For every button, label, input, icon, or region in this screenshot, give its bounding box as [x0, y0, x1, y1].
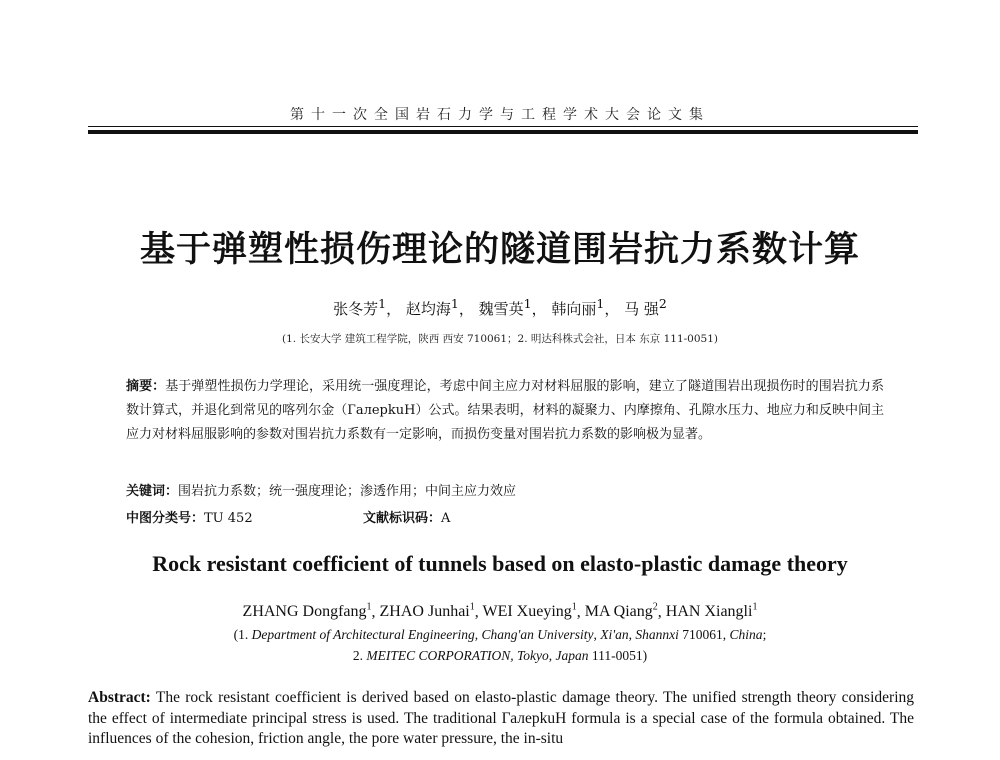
clc-value: TU 452: [204, 511, 253, 526]
affiliation-mark: 1: [523, 296, 532, 311]
english-title: Rock resistant coefficient of tunnels based on elasto-plastic damage theory: [152, 551, 848, 576]
english-author: WEI Xueying$^1$: [482, 602, 577, 621]
chinese-keywords: [126, 480, 884, 499]
chinese-author: 赵均海$^1$: [405, 296, 459, 318]
affiliation-mark: 2: [658, 296, 667, 311]
chinese-abstract-label: 摘要：: [126, 379, 166, 394]
doc-code-value: A: [441, 511, 451, 526]
doc-code-label: 文献标识码：: [363, 511, 442, 526]
chinese-title: 基于弹塑性损伤理论的隧道围岩抗力系数计算: [139, 230, 860, 270]
keywords-text: 围岩抗力系数；统一强度理论；渗透作用；中间主应力效应: [178, 484, 517, 499]
affiliation-mark: 1: [752, 602, 758, 613]
classification-line: [126, 507, 884, 526]
english-affiliation-line-2: 2. MEITEC CORPORATION, Tokyo, Japan 111-0051): [352, 648, 648, 663]
header-rule-thick: [88, 130, 918, 134]
chinese-author: 马 强$^2$: [624, 296, 667, 318]
chinese-author: 魏雪英$^1$: [478, 296, 532, 318]
affiliation-mark: 1: [571, 602, 577, 613]
document-code: [363, 507, 450, 526]
english-abstract-label: Abstract:: [88, 689, 151, 706]
affiliation-mark: 1: [378, 296, 387, 311]
chinese-affiliation: (1. 长安大学 建筑工程学院，陕西 西安 710061；2. 明达科株式会社，日本 东京 111-0051): [282, 333, 718, 345]
english-abstract: [88, 688, 914, 750]
english-author-list: ZHANG Dongfang$^1$, ZHAO Junhai$^1$, WEI Xueying$^1$, MA Qiang$^2$, HAN Xiangli$^1$: [242, 602, 758, 621]
english-author: MA Qiang$^2$: [584, 602, 658, 621]
affiliation-mark: 1: [469, 602, 475, 613]
chinese-abstract: [126, 375, 884, 447]
affiliation-mark: 1: [450, 296, 459, 311]
chinese-author: 张冬芳$^1$: [333, 296, 387, 318]
english-affiliation-line-1: (1. Department of Architectural Engineering, Chang'an University, Xi'an, Shannxi 710061, China;: [233, 627, 767, 642]
affiliation-mark: 2: [652, 602, 658, 613]
chinese-author-list: 张冬芳$^1$， 赵均海$^1$， 魏雪英$^1$， 韩向丽$^1$， 马 强$^2$: [333, 296, 667, 318]
english-author: ZHAO Junhai$^1$: [379, 602, 475, 621]
affiliation-mark: 1: [596, 296, 605, 311]
english-author: HAN Xiangli$^1$: [665, 602, 758, 621]
clc-label: 中图分类号：: [126, 511, 205, 526]
chinese-abstract-text: 基于弹塑性损伤力学理论，采用统一强度理论，考虑中间主应力对材料屈服的影响，建立了隧道围岩出现损伤时的围岩抗力系数计算式，并退化到常见的喀列尔金（ГалepkuH）公式。结果表明，材料的凝聚力、内摩擦角、孔隙水压力、地应力和反映中间主应力对材料屈服影响的参数对围岩抗力系数有一定影响，而损伤变量对围岩抗力系数的影响极为显著。: [126, 379, 884, 442]
running-header: 第十一次全国岩石力学与工程学术大会论文集: [290, 107, 710, 123]
keywords-label: 关键词：: [126, 484, 179, 499]
english-author: ZHANG Dongfang$^1$: [242, 602, 372, 621]
chinese-author: 韩向丽$^1$: [551, 296, 605, 318]
header-rule-thin: [88, 126, 918, 127]
english-abstract-text: The rock resistant coefficient is derived based on elasto-plastic damage theory. The unified strength theory considering the effect of intermediate principal stress is used. The traditional ГалepkuH formula is a special case of the formula obtained. The influences of the cohesion, friction angle, the pore water pressure, the in-situ: [88, 689, 914, 747]
affiliation-mark: 1: [366, 602, 372, 613]
